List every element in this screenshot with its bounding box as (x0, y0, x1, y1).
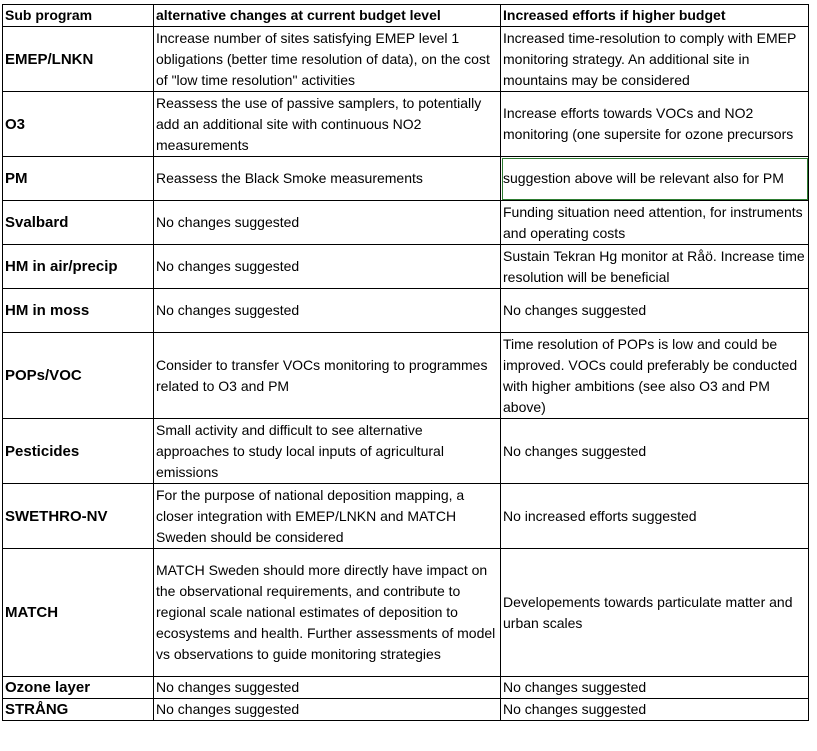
table-row (3, 549, 809, 677)
row-alternative: Increase number of sites satisfying EMEP level 1 obligations (better time resolution of data), on the cost of "low time resolution" activities (154, 27, 501, 92)
row-increased: Funding situation need attention, for instruments and operating costs (501, 201, 809, 245)
table-row (3, 157, 809, 201)
row-increased: No changes suggested (501, 677, 809, 699)
row-increased: Sustain Tekran Hg monitor at Råö. Increase time resolution will be beneficial (501, 245, 809, 289)
row-alternative: No changes suggested (154, 201, 501, 245)
table-row (3, 201, 809, 245)
row-alternative: For the purpose of national deposition mapping, a closer integration with EMEP/LNKN and MATCH Sweden should be considered (154, 484, 501, 549)
table-row (3, 245, 809, 289)
header-alternative-changes: alternative changes at current budget level (154, 5, 501, 27)
row-alternative: No changes suggested (154, 289, 501, 333)
table-row (3, 27, 809, 92)
row-alternative: Reassess the Black Smoke measurements (154, 157, 501, 201)
row-name: Ozone layer (3, 677, 154, 699)
row-name: HM in air/precip (3, 245, 154, 289)
row-alternative: No changes suggested (154, 677, 501, 699)
row-increased: No changes suggested (501, 289, 809, 333)
table-row (3, 677, 809, 699)
row-increased: No changes suggested (501, 699, 809, 721)
row-name: SWETHRO-NV (3, 484, 154, 549)
row-name: STRÅNG (3, 699, 154, 721)
row-name: O3 (3, 92, 154, 157)
row-increased: Time resolution of POPs is low and could be improved. VOCs could preferably be conducted with higher ambitions (see also O3 and PM above) (501, 333, 809, 419)
row-name: Pesticides (3, 419, 154, 484)
row-alternative: No changes suggested (154, 245, 501, 289)
row-name: EMEP/LNKN (3, 27, 154, 92)
row-increased: No increased efforts suggested (501, 484, 809, 549)
row-name: MATCH (3, 549, 154, 677)
row-alternative: MATCH Sweden should more directly have impact on the observational requirements, and contribute to regional scale national estimates of deposition to ecosystems and health. Further assessments of model vs observations to guide monitoring strategies (154, 549, 501, 677)
header-sub-program: Sub program (3, 5, 154, 27)
row-alternative: Consider to transfer VOCs monitoring to programmes related to O3 and PM (154, 333, 501, 419)
row-increased: Increased time-resolution to comply with EMEP monitoring strategy. An additional site in mountains may be considered (501, 27, 809, 92)
header-row (3, 5, 809, 27)
table-container (2, 4, 809, 721)
table-row (3, 699, 809, 721)
table-row (3, 484, 809, 549)
row-name: PM (3, 157, 154, 201)
table-row (3, 289, 809, 333)
row-increased-selected-cell[interactable]: suggestion above will be relevant also for PM (501, 157, 809, 201)
header-increased-efforts: Increased efforts if higher budget (501, 5, 809, 27)
row-increased: Increase efforts towards VOCs and NO2 monitoring (one supersite for ozone precursors (501, 92, 809, 157)
table-row (3, 419, 809, 484)
row-name: Svalbard (3, 201, 154, 245)
row-increased: No changes suggested (501, 419, 809, 484)
row-name: HM in moss (3, 289, 154, 333)
table-row (3, 333, 809, 419)
row-increased: Developements towards particulate matter and urban scales (501, 549, 809, 677)
row-alternative: No changes suggested (154, 699, 501, 721)
table-row (3, 92, 809, 157)
sub-program-table (2, 4, 809, 721)
row-name: POPs/VOC (3, 333, 154, 419)
row-alternative: Small activity and difficult to see alternative approaches to study local inputs of agricultural emissions (154, 419, 501, 484)
row-alternative: Reassess the use of passive samplers, to potentially add an additional site with continuous NO2 measurements (154, 92, 501, 157)
